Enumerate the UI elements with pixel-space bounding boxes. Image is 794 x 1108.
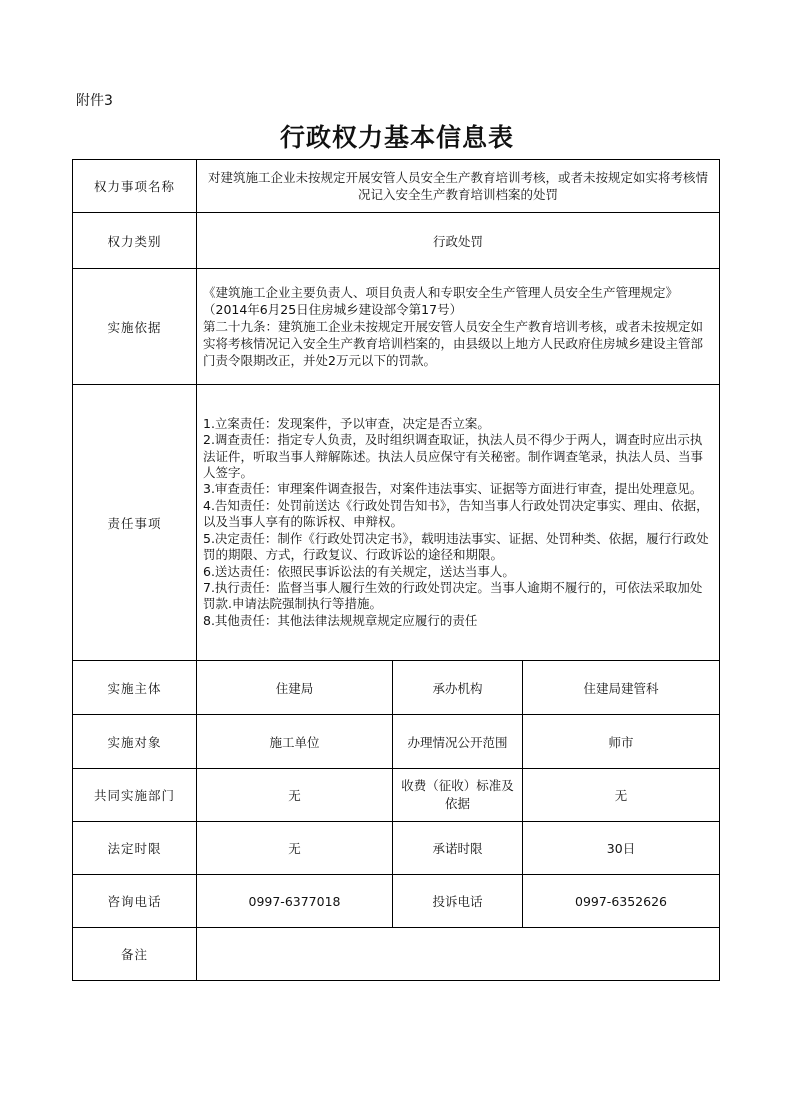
remark-label: 备注 (73, 928, 197, 981)
list-item: 6.送达责任：依照民事诉讼法的有关规定，送达当事人。 (203, 563, 515, 579)
basis-label: 实施依据 (73, 269, 197, 385)
list-item: 5.决定责任：制作《行政处罚决定书》，载明违法事实、证据、处罚种类、依据，履行行政处罚的期限、方式，行政复议、行政诉讼的途径和期限。 (203, 530, 709, 563)
complaint-phone-label: 投诉电话 (393, 875, 523, 928)
responsibility-label: 责任事项 (73, 385, 197, 661)
power-name-label: 权力事项名称 (73, 160, 197, 213)
power-name-cell (197, 160, 720, 213)
consult-phone-label: 咨询电话 (73, 875, 197, 928)
power-type-label: 权力类别 (73, 213, 197, 269)
basis-cell (197, 269, 720, 385)
disclosure-scope-value: 师市 (523, 715, 720, 769)
table-row (73, 875, 720, 928)
list-item: 4.告知责任：处罚前送达《行政处罚告知书》，告知当事人行政处罚决定事实、理由、依据，以及当事人享有的陈诉权、申辩权。 (203, 497, 709, 530)
promised-time-value: 30日 (523, 822, 720, 875)
target-label: 实施对象 (73, 715, 197, 769)
page-title: 行政权力基本信息表 (279, 123, 514, 152)
fee-standard-value: 无 (523, 769, 720, 822)
table-row (73, 661, 720, 715)
handling-agency-label: 承办机构 (393, 661, 523, 715)
table-row (73, 385, 720, 661)
list-item: 2.调查责任：指定专人负责，及时组织调查取证，执法人员不得少于两人，调查时应出示执法证件，听取当事人辩解陈述。执法人员应保守有关秘密。制作调查笔录，执法人员、当事人签字。 (203, 432, 704, 481)
target-value: 施工单位 (197, 715, 393, 769)
remark-value (197, 928, 720, 981)
responsibility-cell (197, 385, 720, 661)
legal-time-value: 无 (197, 822, 393, 875)
consult-phone-value: 0997-6377018 (197, 875, 393, 928)
list-item: 8.其他责任：其他法律法规规章规定应履行的责任 (203, 612, 478, 628)
attachment-label: 附件3 (76, 93, 113, 109)
list-item: 1.立案责任：发现案件，予以审查，决定是否立案。 (203, 415, 490, 431)
complaint-phone-value: 0997-6352626 (523, 875, 720, 928)
legal-time-label: 法定时限 (73, 822, 197, 875)
disclosure-scope-label: 办理情况公开范围 (393, 715, 523, 769)
table-row (73, 213, 720, 269)
responsibility-list (197, 416, 719, 629)
table-row (73, 160, 720, 213)
subject-value: 住建局 (197, 661, 393, 715)
table-row (73, 715, 720, 769)
table-row (73, 769, 720, 822)
power-type-value: 行政处罚 (197, 213, 720, 269)
subject-label: 实施主体 (73, 661, 197, 715)
table-row (73, 822, 720, 875)
info-table (72, 159, 720, 981)
promised-time-label: 承诺时限 (393, 822, 523, 875)
joint-dept-label: 共同实施部门 (73, 769, 197, 822)
table-row (73, 928, 720, 981)
joint-dept-value: 无 (197, 769, 393, 822)
handling-agency-value: 住建局建管科 (523, 661, 720, 715)
power-name-value: 对建筑施工企业未按规定开展安管人员安全生产教育培训考核，或者未按规定如实将考核情况记入安全生产教育培训档案的处罚 (207, 170, 708, 202)
list-item: 7.执行责任：监督当事人履行生效的行政处罚决定。当事人逾期不履行的，可依法采取加处罚款.申请法院强制执行等措施。 (203, 579, 703, 612)
basis-value: 《建筑施工企业主要负责人、项目负责人和专职安全生产管理人员安全生产管理规定》（2014年6月25日住房城乡建设部令第17号） 第二十九条：建筑施工企业未按规定开展安管人员安全生产教育培训考核，或者未按规定如实将考核情况记入安全生产教育培训档案的，由县级以上地方人民政府住房城乡建设主管部门责令限期改正，并处2万元以下的罚款。 (203, 285, 704, 368)
table-row (73, 269, 720, 385)
fee-standard-label: 收费（征收）标准及依据 (393, 769, 523, 822)
list-item: 3.审查责任：审理案件调查报告，对案件违法事实、证据等方面进行审查，提出处理意见。 (203, 481, 703, 497)
